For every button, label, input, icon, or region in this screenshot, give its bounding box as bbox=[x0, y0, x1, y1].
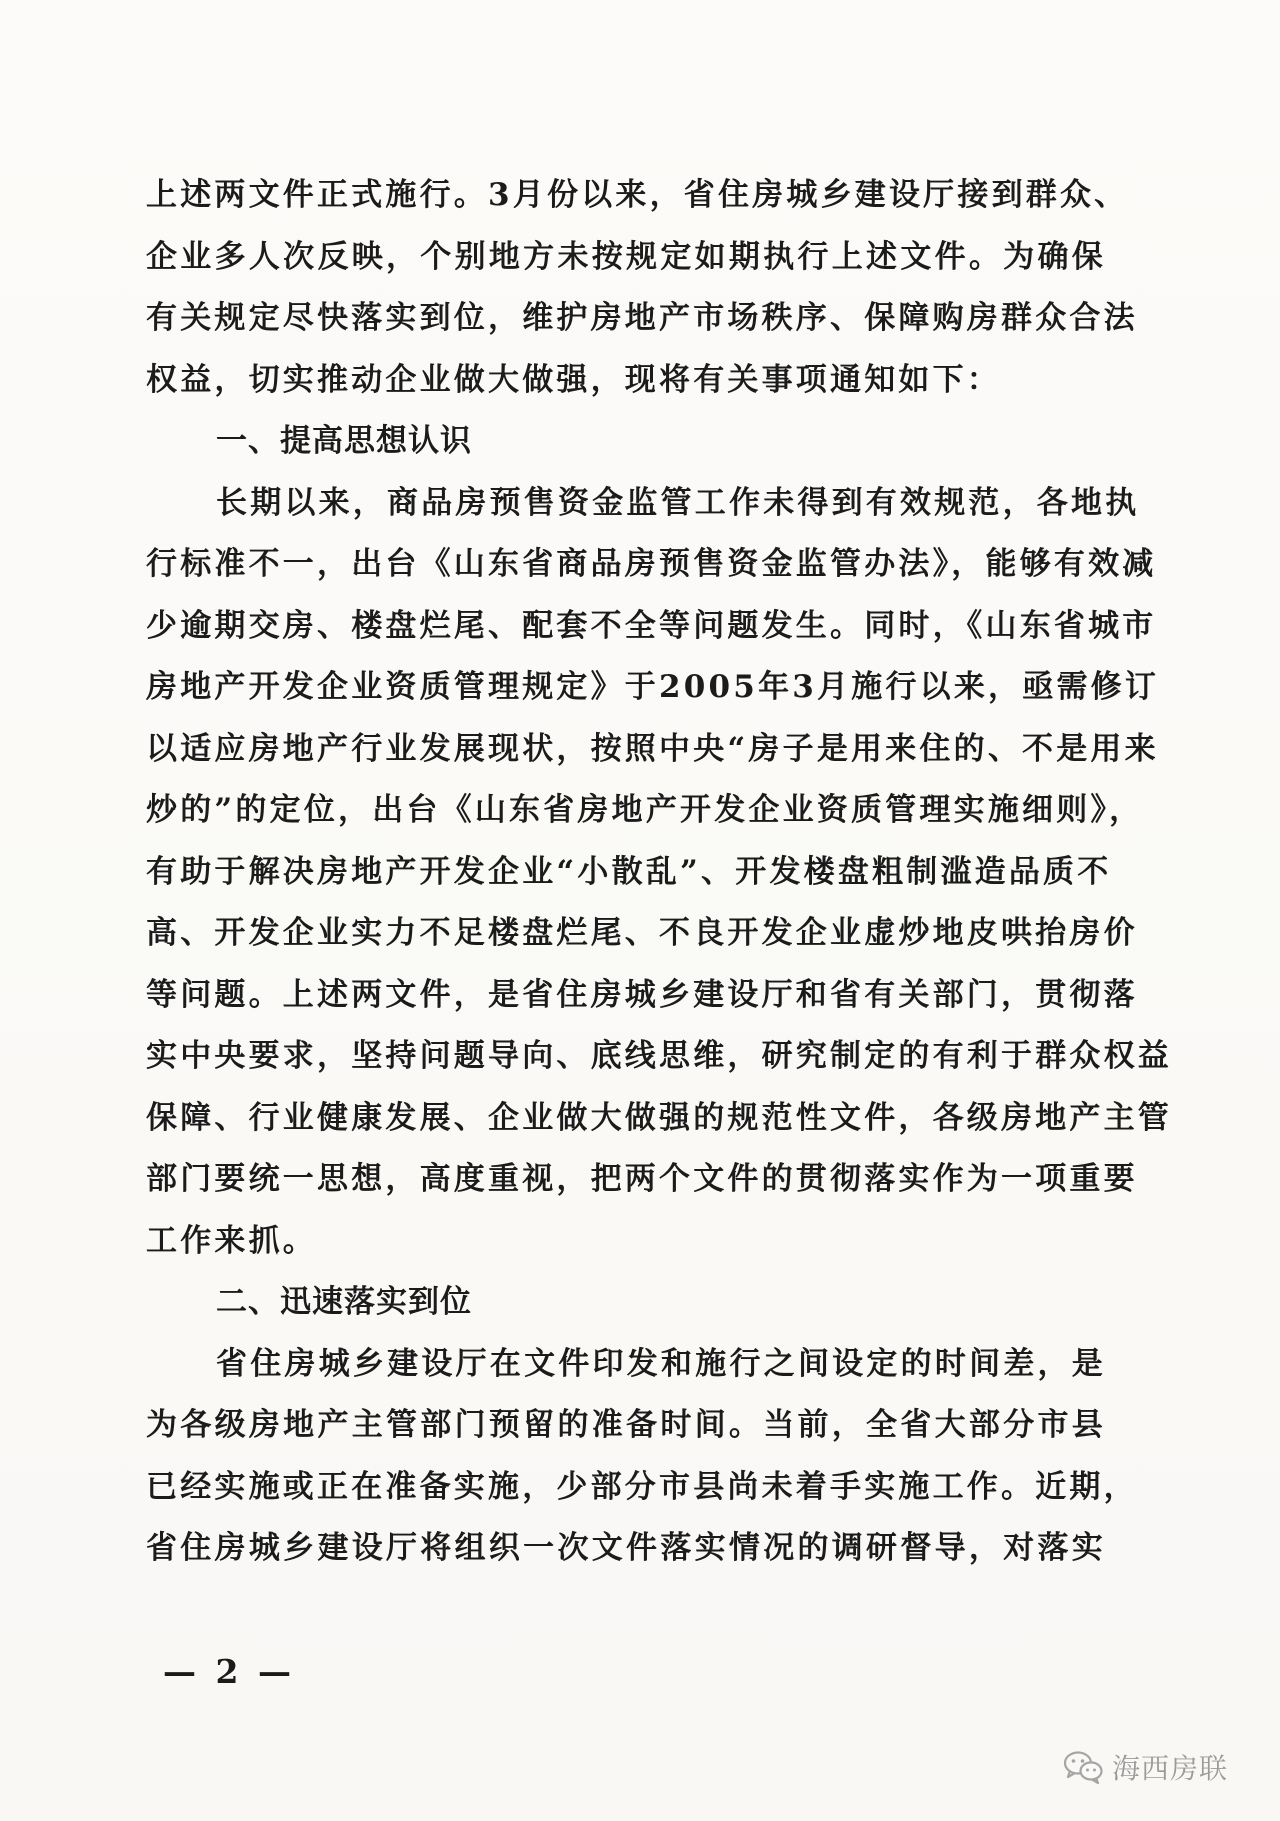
text-line: 企业多人次反映，个别地方未按规定如期执行上述文件。为确保 bbox=[146, 238, 1106, 275]
text-line: 部门要统一思想，高度重视，把两个文件的贯彻落实作为一项重要 bbox=[146, 1161, 1138, 1197]
text-line: 保障、行业健康发展、企业做大做强的规范性文件，各级房地产主管 bbox=[146, 1099, 1172, 1136]
section-heading: 一、提高思想认识 bbox=[216, 423, 472, 459]
page-number: — 2 — bbox=[163, 1652, 295, 1691]
text-line: 等问题。上述两文件，是省住房城乡建设厅和省有关部门，贯彻落 bbox=[146, 976, 1138, 1013]
section-heading: 二、迅速落实到位 bbox=[216, 1284, 472, 1320]
text-line: 权益，切实推动企业做大做强，现将有关事项通知如下： bbox=[146, 361, 1001, 398]
text-line: 少逾期交房、楼盘烂尾、配套不全等问题发生。同时，《山东省城市 bbox=[146, 607, 1157, 644]
text-line: 工作来抓。 bbox=[146, 1222, 317, 1259]
text-line: 有助于解决房地产开发企业“小散乱”、开发楼盘粗制滥造品质不 bbox=[146, 853, 1112, 890]
text-line: 长期以来，商品房预售资金监管工作未得到有效规范，各地执 bbox=[216, 484, 1140, 521]
text-line: 实中央要求，坚持问题导向、底线思维，研究制定的有利于群众权益 bbox=[146, 1038, 1172, 1074]
wechat-icon bbox=[1062, 1749, 1104, 1785]
text-line: 房地产开发企业资质管理规定》于2005年3月施行以来，亟需修订 bbox=[146, 669, 1160, 705]
document-body bbox=[146, 165, 1172, 1580]
text-line: 省住房城乡建设厅在文件印发和施行之间设定的时间差，是 bbox=[216, 1345, 1106, 1382]
text-line: 炒的”的定位，出台《山东省房地产开发企业资质管理实施细则》， bbox=[146, 792, 1144, 828]
text-line: 高、开发企业实力不足楼盘烂尾、不良开发企业虚炒地皮哄抬房价 bbox=[146, 915, 1138, 951]
text-line: 以适应房地产行业发展现状，按照中央“房子是用来住的、不是用来 bbox=[146, 730, 1159, 767]
watermark-text: 海西房联 bbox=[1112, 1752, 1229, 1785]
text-line: 已经实施或正在准备实施，少部分市县尚未着手实施工作。近期， bbox=[146, 1468, 1138, 1505]
text-line: 有关规定尽快落实到位，维护房地产市场秩序、保障购房群众合法 bbox=[146, 300, 1138, 336]
text-line: 上述两文件正式施行。3月份以来，省住房城乡建设厅接到群众、 bbox=[146, 177, 1129, 213]
text-line: 为各级房地产主管部门预留的准备时间。当前，全省大部分市县 bbox=[146, 1407, 1106, 1443]
text-line: 省住房城乡建设厅将组织一次文件落实情况的调研督导，对落实 bbox=[146, 1530, 1106, 1566]
text-line: 行标准不一，出台《山东省商品房预售资金监管办法》，能够有效减 bbox=[146, 546, 1157, 582]
watermark bbox=[1062, 1747, 1228, 1787]
